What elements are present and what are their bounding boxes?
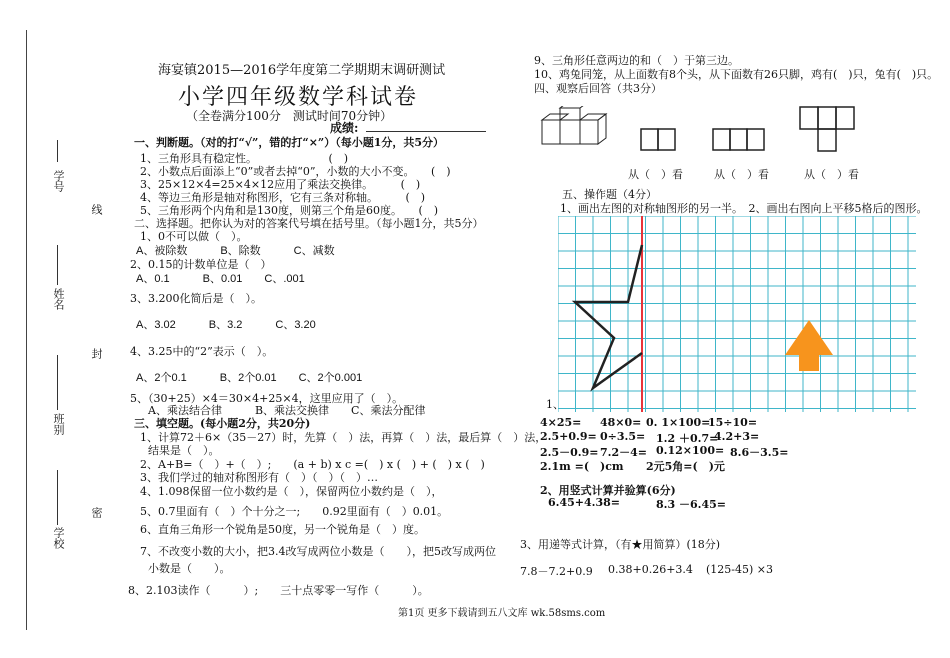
view-label-3: 从（ ）看 <box>804 168 859 181</box>
calc-row2-b: 0÷3.5= <box>600 430 646 443</box>
calc-row3-d: 8.6－3.5= <box>730 446 789 459</box>
fill-q1-cont: 结果是（ ）。 <box>148 444 220 457</box>
grid-lines <box>558 216 916 412</box>
field-blank <box>57 140 58 162</box>
field-blank <box>57 245 58 285</box>
choice-q4: 4、3.25中的“2”表示（ ）。 <box>130 345 274 358</box>
calc-row3-a: 2.5－0.9= <box>540 446 599 459</box>
cube-solid-figure <box>540 106 618 146</box>
section1-title: 一、判断题。（对的打“√”，错的打“×”）（每小题1分，共5分） <box>134 136 445 149</box>
field-blank <box>57 355 58 410</box>
fill-q4: 4、1.098保留一位小数约是（ ），保留两位小数约是（ ）， <box>140 485 443 498</box>
choice-q3: 3、3.200化简后是（ ）。 <box>130 292 262 305</box>
fill-q1: 1、计算72＋6×（35－27）时，先算（ ）法，再算（ ）法，最后算（ ）法， <box>140 431 547 444</box>
stepwise-calc-title: 3、用递等式计算，（有★用简算）(18分) <box>520 538 721 551</box>
page-footer: 第1页 更多下载请到五八文库 wk.58sms.com <box>398 608 606 619</box>
stepwise-calc-1: 7.8－7.2+0.9 <box>520 565 593 578</box>
view-label-2: 从（ ）看 <box>714 168 769 181</box>
field-class: 班别 <box>52 413 65 435</box>
calc-row2-a: 2.5+0.9= <box>540 430 597 443</box>
stepwise-calc-3: (125-45) ×3 <box>706 563 774 576</box>
section3-title: 三、填空题。(每小题2分，共20分) <box>134 417 311 430</box>
fill-q7-cont: 小数是（ ）。 <box>148 562 231 575</box>
stepwise-calc-2: 0.38+0.26+3.4 <box>608 563 693 576</box>
calc-row1-c: 0. 1×100= <box>646 416 711 429</box>
choice-q2: 2、0.15的计数单位是（ ） <box>130 258 272 271</box>
choice-q2-options: A、0.1 B、0.01 C、.001 <box>136 273 305 285</box>
choice-q1: 1、0不可以做（ ）。 <box>140 230 248 243</box>
judge-item-2: 2、小数点后面添上“0”或者去掉“0”，小数的大小不变。 ( ) <box>140 165 451 178</box>
view-shape-1 <box>640 128 678 152</box>
score-blank <box>366 131 486 132</box>
orange-arrow <box>785 320 833 371</box>
fill-q7: 7、不改变小数的大小，把3.4改写成两位小数是（ ），把5改写成两位 <box>140 545 496 558</box>
vertical-calc-1: 6.45+4.38= <box>548 496 621 509</box>
section5-title: 五、操作题（4分） <box>562 188 657 201</box>
view-label-1: 从（ ）看 <box>628 168 683 181</box>
fill-q8: 8、2.103读作（ ）; 三十点零零一写作（ ）。 <box>128 584 429 597</box>
calc-row2-d: 4.2+3= <box>714 430 760 443</box>
calc-row2-c: 1.2 ＋0.7= <box>656 432 719 445</box>
calc-row4-b: 2元5角=( )元 <box>646 460 725 473</box>
judge-item-5: 5、三角形两个内角和是130度，则第三个角是60度。 ( ) <box>140 204 439 217</box>
exam-title: 海宴镇2015—2016学年度第二学期期末调研测试 <box>158 63 446 78</box>
choice-q5: 5、（30+25）×4＝30×4+25×4，这里应用了（ ）。 <box>130 392 404 405</box>
section5-instructions: 1、画出左图的对称轴图形的另一半。 2、画出右图向上平移5格后的图形。 <box>560 202 928 215</box>
fill-q5: 5、0.7里面有（ ）个十分之一; 0.92里面有（ ）0.01。 <box>140 505 449 518</box>
main-title: 小学四年级数学科试卷 <box>178 85 419 110</box>
choice-q5-options: A、乘法结合律 B、乘法交换律 C、乘法分配律 <box>148 404 426 417</box>
fill-q9: 9、三角形任意两边的和（ ）于第三边。 <box>534 54 739 67</box>
view-shape-3 <box>799 106 857 154</box>
judge-item-3: 3、25×12×4=25×4×12应用了乘法交换律。 ( ) <box>140 178 421 191</box>
choice-q3-options: A、3.02 B、3.2 C、3.20 <box>136 319 316 331</box>
fill-q10: 10、鸡兔同笼，从上面数有8个头，从下面数有26只脚，鸡有( )只，兔有( )只。 <box>534 68 939 81</box>
field-student-id: 学号 <box>52 170 65 192</box>
fill-q2: 2、A+B=（ ）+（ ）; (a + b) x c =( ) x ( ) + ( ) x ( ) <box>140 458 485 471</box>
choice-q1-options: A、被除数 B、除数 C、减数 <box>136 245 335 257</box>
section4-title: 四、观察后回答（共3分） <box>534 82 662 95</box>
vertical-calc-2: 8.3 －6.45= <box>656 498 726 511</box>
subtitle: （全卷满分100分 测试时间70分钟） <box>186 109 393 123</box>
seal-mark-mi: 密 <box>90 507 103 518</box>
vertical-calc-title: 2、用竖式计算并验算(6分) <box>540 484 676 497</box>
grid-question-number: 1、 <box>546 398 564 411</box>
calc-row3-b: 7.2－4= <box>600 446 648 459</box>
calc-row1-b: 48×0= <box>600 416 642 429</box>
fill-q3: 3、我们学过的轴对称图形有（ ）（ ）（ ）… <box>140 471 378 484</box>
calc-row4-a: 2.1m =( )cm <box>540 460 624 473</box>
calc-row3-c: 0.12×100= <box>656 444 725 457</box>
seal-mark-feng: 封 <box>90 348 103 359</box>
binding-line <box>26 30 27 630</box>
section2-title: 二、选择题。把你认为对的答案代号填在括号里。（每小题1分，共5分） <box>134 217 484 230</box>
choice-q4-options: A、2个0.1 B、2个0.01 C、2个0.001 <box>136 372 363 384</box>
seal-mark-xian: 线 <box>90 204 103 215</box>
field-school: 学校 <box>52 527 65 549</box>
half-star-figure <box>575 245 642 388</box>
fill-q6: 6、直角三角形一个锐角是50度，另一个锐角是（ ）度。 <box>140 523 425 536</box>
operation-grid <box>558 216 916 412</box>
score-label: 成绩: <box>330 121 359 135</box>
field-name: 姓名 <box>52 288 65 310</box>
calc-row1-a: 4×25= <box>540 416 582 429</box>
calc-row1-d: 15÷10= <box>708 416 758 429</box>
view-shape-2 <box>712 128 768 152</box>
field-blank <box>57 470 58 525</box>
judge-item-4: 4、等边三角形是轴对称图形，它有三条对称轴。 ( ) <box>140 191 426 204</box>
judge-item-1: 1、三角形具有稳定性。 ( ) <box>140 152 349 165</box>
